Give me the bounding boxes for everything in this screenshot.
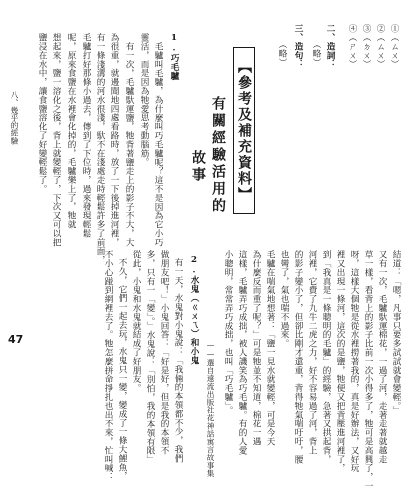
story-text-line: 到「我真是一條聰明的毛驢」的經驗，急著又拱起背， xyxy=(321,250,331,464)
story-text-line: 草一樣，看背上的影子比前一次小得多了，牠可是高興了，一 xyxy=(363,250,373,490)
story-text-line: 從此，小鬼和水鬼就結成了好朋友。 xyxy=(131,250,141,393)
story-text-line: 毛驢打好那條小過去，傳到了下位時，過來發現輕鬆 xyxy=(81,33,91,238)
story-text-line: 有一天，水鬼對小鬼說：「我倆的本領都不少，我們 xyxy=(173,258,183,463)
story-text-line: 有一次，毛驢馱運鹽，牠背著鹽走上的影子不大，大 xyxy=(124,42,134,247)
answer-item-4: ④（ㄕㄨ） xyxy=(347,24,357,69)
story-text-line: 不久，它們一起去玩，水鬼只一變，變成了一條大鯉魚， xyxy=(117,258,127,481)
story-heading: 2.水鬼（ㄍㄨㄟ）和小鬼 xyxy=(189,255,199,365)
answer-section-heading: 三、造句： xyxy=(293,24,303,69)
story-heading: 1.巧毛驢 xyxy=(169,33,179,81)
story-title-line-1: 有關經驗活用的 xyxy=(210,96,226,215)
story-text-line: 毛驢叫毛驢，為什麼叫巧毛驢呢？這不是因為它小巧 xyxy=(153,42,163,247)
story-text-line: 呢，原來食鹽在水裡會化掉的，毛驢樂上了，牠就 xyxy=(66,33,76,229)
answer-section-heading: 二、造詞： xyxy=(325,24,335,69)
story-title-line-2: 故事 xyxy=(190,150,206,184)
story-text-line: 多，只有一「變」。」水鬼說：「別怕，我的本領有限」 xyxy=(145,250,155,464)
story-text-line: 這樣，毛驢弄巧成拙，被人譏笑為巧毛驢。有的人愛 xyxy=(237,250,247,455)
story-text-line: 河裡，它費了九牛二虎之力，好不容易過了河，背上 xyxy=(307,250,317,455)
story-text-line: 為很重，就邊聞地四處看路時，放了一下後掉進河裡， xyxy=(109,33,119,247)
story-text-line: 呀，這樣大個牠是從水裡撈著我的，真是好辦法，又好玩 xyxy=(349,250,359,473)
story-text-line: 想起來，鹽一溶化之後，背上就變輕了，下次又可以把 xyxy=(51,33,61,247)
story-text-line: 的影子變小了，但卻比剛才還重，背得牠氣喘吁吁，腰 xyxy=(293,250,303,464)
story-text-line: 毛驢在喘氣地想著：「鹽一見水就變輕，可是今天 xyxy=(265,250,275,446)
answer-item-1: ①（ㄙㄨ） xyxy=(389,24,399,69)
answer-item-2: ②（ㄙㄨ） xyxy=(375,24,385,69)
story-text-line: 鹽浸在水中，讓食鹽溶化了好變輕鬆了。 xyxy=(37,33,47,194)
story-text-line: 也彎了，氣也喘不過來。 xyxy=(279,250,289,348)
story-text-line: 裡又出現一條河，這次的是鹽，牠便又把背壓進河裡了， xyxy=(335,250,345,473)
story-text-line: 有一條淺溝的河水很淺，馱不在淺處走時輕鬆許多了前面， xyxy=(95,33,105,265)
answer-item-6: （略） xyxy=(277,40,287,67)
section-banner: 【參考及補充資料】 xyxy=(233,47,255,214)
story-text-line: 結道：「嗯，凡事只要多試試就會變輕。」 xyxy=(391,250,401,415)
page-number: 47 xyxy=(8,333,24,346)
answer-item-3: ③（ㄉㄨ） xyxy=(361,24,371,69)
story-text-line: 靈活，而是因為牠愛思考動腦筋。 xyxy=(139,33,149,167)
chapter-label: 八、幾乎的經驗 xyxy=(10,91,19,145)
story-text-line: 為什麼反而重了呢？」可是牠並不知道，棉花一遇 xyxy=(251,250,261,446)
story-text-line: 小聰明，常常弄巧成拙，也叫「巧毛驢」。 xyxy=(223,250,233,415)
answer-item-5: （略） xyxy=(311,40,321,67)
story-text-line: 做朋友吧！」小鬼回答：「好是好，但是我的本領不 xyxy=(159,250,169,455)
story-text-line: 又有一次，毛驢馱運棉花，一過了河，走著走著就越走 xyxy=(377,250,387,464)
story-text-line: 不小心踫到網裡去了。牠怎麼拼命掙扎也出不來，忙叫喊： xyxy=(103,250,113,482)
source-note: ——選自遠流出版社花神話寓言故事集 xyxy=(206,340,215,478)
